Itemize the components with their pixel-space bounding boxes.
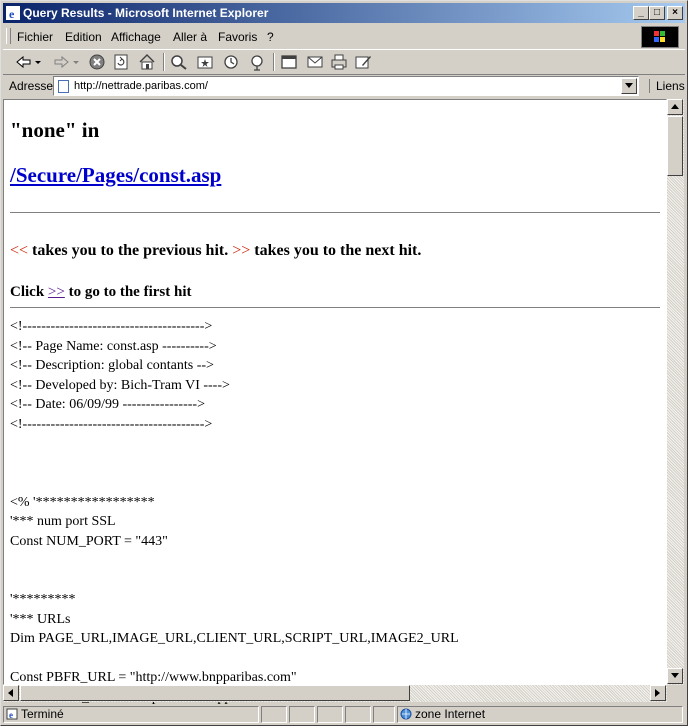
page-content <box>3 99 667 685</box>
edit-button[interactable] <box>353 53 373 71</box>
toolbar-separator <box>163 53 165 71</box>
standard-toolbar <box>3 49 685 75</box>
scroll-right-button[interactable] <box>650 685 666 701</box>
prev-marker: << <box>10 242 29 259</box>
menu-edition[interactable]: Edition <box>65 30 102 44</box>
page-icon <box>58 80 69 93</box>
favorites-button[interactable] <box>195 53 215 71</box>
page-path-link[interactable]: /Secure/Pages/const.asp <box>10 163 222 187</box>
hit-navigation-help <box>10 242 660 260</box>
next-marker: >> <box>232 242 251 259</box>
print-icon <box>329 53 349 71</box>
address-bar <box>3 75 685 97</box>
home-button[interactable] <box>137 53 157 71</box>
scroll-up-button[interactable] <box>667 99 683 115</box>
status-cell <box>373 706 395 723</box>
maximize-button[interactable]: □ <box>649 6 665 20</box>
vertical-scroll-thumb[interactable] <box>667 116 683 176</box>
status-cell <box>345 706 371 723</box>
address-label: Adresse <box>9 79 54 93</box>
divider <box>10 212 660 214</box>
status-text-cell <box>3 706 259 723</box>
window-title: Query Results - Microsoft Internet Explorer <box>23 6 269 20</box>
status-text: Terminé <box>21 707 64 721</box>
search-icon <box>169 53 189 71</box>
arrow-down-icon <box>671 673 679 679</box>
security-zone-cell <box>397 706 683 723</box>
vertical-scrollbar[interactable] <box>667 99 684 685</box>
stop-button[interactable] <box>87 53 107 71</box>
title-bar[interactable] <box>3 3 685 23</box>
forward-button[interactable] <box>51 53 81 71</box>
status-cell <box>261 706 287 723</box>
links-button[interactable]: Liens <box>649 79 685 93</box>
scroll-left-button[interactable] <box>3 685 19 701</box>
mail-button[interactable] <box>305 53 325 71</box>
fullscreen-icon <box>279 53 299 71</box>
status-cell <box>289 706 315 723</box>
windows-logo-icon <box>641 26 679 48</box>
menu-aller-a[interactable]: Aller à <box>173 30 208 44</box>
menu-grip[interactable] <box>6 28 11 44</box>
arrow-right-icon <box>655 689 661 697</box>
search-button[interactable] <box>169 53 189 71</box>
zone-text: zone Internet <box>415 707 486 721</box>
status-cell <box>317 706 343 723</box>
channels-button[interactable] <box>247 53 267 71</box>
internet-zone-icon <box>400 708 412 720</box>
minimize-button[interactable]: _ <box>633 6 649 20</box>
first-hit-link[interactable]: >> <box>47 284 65 300</box>
menu-affichage[interactable]: Affichage <box>111 30 161 44</box>
arrow-up-icon <box>671 104 679 110</box>
forward-icon <box>51 53 81 71</box>
channels-icon <box>247 53 267 71</box>
chevron-down-icon <box>625 83 633 89</box>
fullscreen-button[interactable] <box>279 53 299 71</box>
history-button[interactable] <box>221 53 241 71</box>
address-dropdown-button[interactable] <box>621 78 637 94</box>
refresh-button[interactable] <box>111 53 131 71</box>
click-prefix: Click <box>10 284 45 300</box>
home-icon <box>137 53 157 71</box>
menu-fichier[interactable]: Fichier <box>17 30 54 44</box>
menu-help[interactable]: ? <box>267 30 274 44</box>
menu-favoris[interactable]: Favoris <box>218 30 258 44</box>
divider <box>10 307 660 309</box>
status-bar <box>3 704 685 724</box>
next-text: takes you to the next hit. <box>254 242 422 259</box>
toolbar-separator <box>273 53 275 71</box>
edit-icon <box>353 53 373 71</box>
menu-bar <box>3 25 685 47</box>
page-heading: "none" in <box>10 118 100 142</box>
mail-icon <box>305 53 325 71</box>
back-button[interactable] <box>13 53 43 71</box>
horizontal-scrollbar[interactable] <box>3 685 667 702</box>
horizontal-scroll-thumb[interactable] <box>20 685 410 701</box>
address-input[interactable] <box>53 76 639 96</box>
address-url[interactable]: http://nettrade.paribas.com/ <box>74 80 208 92</box>
page-done-icon <box>6 708 18 720</box>
click-suffix: to go to the first hit <box>68 284 192 300</box>
source-listing: <!---------------------------------------> <!-- Page Name: const.asp ----------> <!-- Description: global contants --> <!-- Developed by: Bich-Tram VI ----> <!-- Date: 06/09/99 ----------------> <!---------------------------------------> <% '***************** '*** num port SSL Const NUM_PORT = "443" '********* '*** URLs Dim PAGE_URL,IMAGE_URL,CLIENT_URL,SCRIPT_URL,IMAGE2_URL Const PBFR_URL = "http://www.bnpparibas.com" <box>10 319 459 685</box>
svg-text:e: e <box>9 710 13 720</box>
print-button[interactable] <box>329 53 349 71</box>
close-button[interactable]: × <box>667 6 683 20</box>
history-icon <box>221 53 241 71</box>
prev-text: takes you to the previous hit. <box>32 242 229 259</box>
refresh-icon <box>111 53 131 71</box>
favorites-icon <box>195 53 215 71</box>
back-icon <box>13 53 43 71</box>
svg-text:e: e <box>9 7 15 21</box>
stop-icon <box>87 53 107 71</box>
ie-logo-icon <box>6 6 20 20</box>
arrow-left-icon <box>8 689 14 697</box>
scroll-down-button[interactable] <box>667 668 683 684</box>
first-hit-line <box>10 284 660 301</box>
